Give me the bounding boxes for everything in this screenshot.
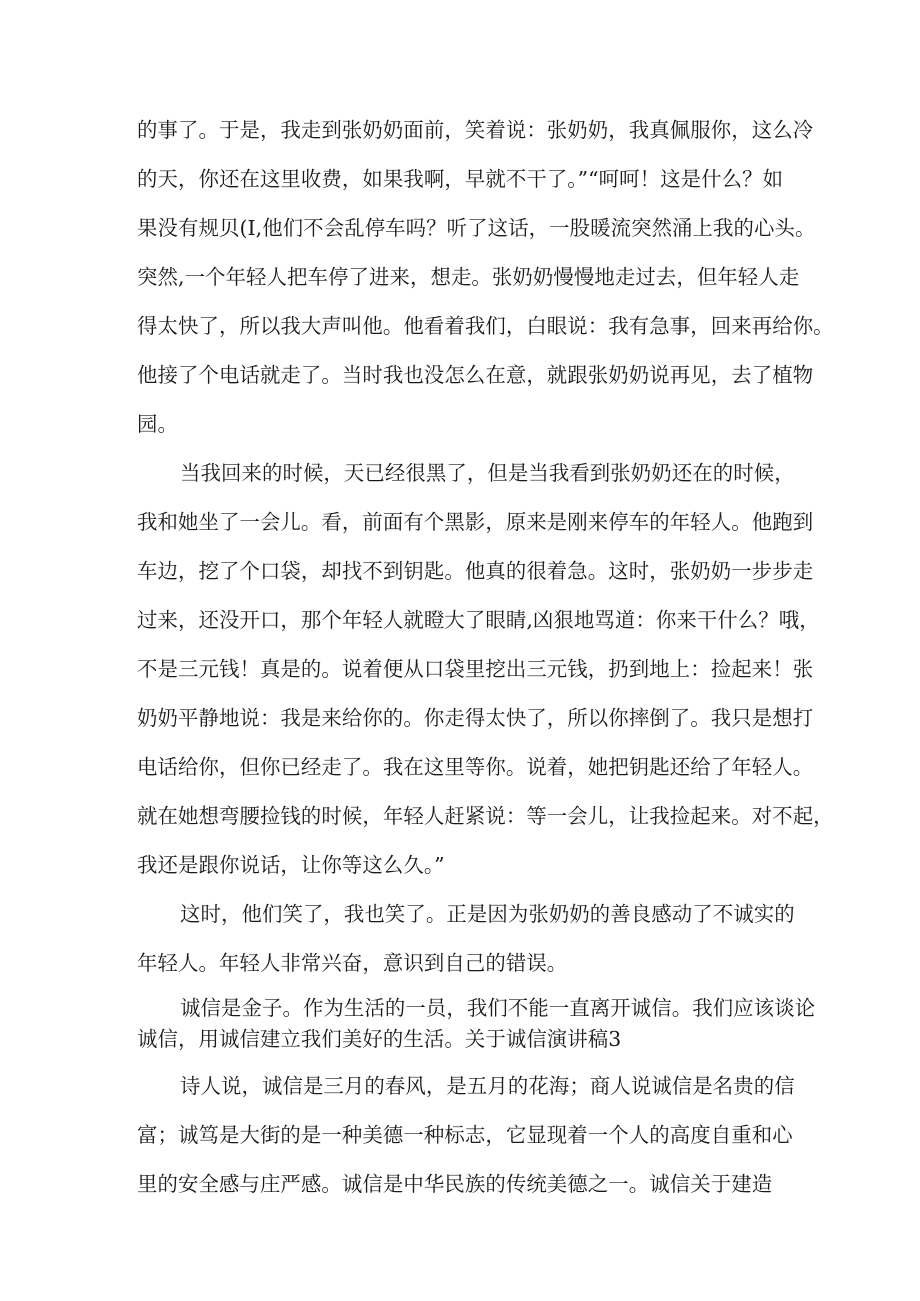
text-line: 电话给你，但你已经走了。我在这里等你。说着，她把钥匙还给了年轻人。 [137, 755, 814, 779]
text-line: 他接了个电话就走了。当时我也没怎么在意，就跟张奶奶说再见，去了植物 [137, 363, 814, 387]
text-line: 不是三元钱！真是的。说着便从口袋里挖出三元钱，扔到地上：捡起来！张 [137, 657, 814, 681]
text-line: 诗人说，诚信是三月的春风，是五月的花海；商人说诚信是名贵的信 [180, 1074, 795, 1098]
text-line: 得太快了，所以我大声叫他。他看着我们，白眼说：我有急事，回来再给你。 [137, 314, 834, 338]
text-line: 富；诚笃是大街的是一种美德一种标志，它显现着一个人的高度自重和心 [137, 1123, 793, 1147]
text-line: 年轻人。年轻人非常兴奋，意识到自己的错误。 [137, 951, 568, 975]
text-line: 过来，还没开口，那个年轻人就瞪大了眼睛,凶狠地骂道：你来干什么？哦， [137, 608, 820, 632]
text-line: 我和她坐了一会儿。看，前面有个黑影，原来是刚来停车的年轻人。他跑到 [137, 510, 814, 534]
text-line: 诚信是金子。作为生活的一员，我们不能一直离开诚信。我们应该谈论 [180, 996, 816, 1020]
text-line: 突然,一个年轻人把车停了进来，想走。张奶奶慢慢地走过去，但年轻人走 [137, 265, 800, 289]
text-line: 奶奶平静地说：我是来给你的。你走得太快了，所以你摔倒了。我只是想打 [137, 706, 814, 730]
text-line: 园。 [137, 412, 178, 436]
text-line: 我还是跟你说话，让你等这么久。” [137, 853, 445, 877]
text-line: 诚信，用诚信建立我们美好的生活。关于诚信演讲稿3 [137, 1027, 622, 1051]
text-line: 车边，挖了个口袋，却找不到钥匙。他真的很着急。这时，张奶奶一步步走 [137, 559, 814, 583]
text-line: 果没有规贝(I,他们不会乱停车吗？听了这话，一股暖流突然涌上我的心头。 [137, 216, 816, 240]
text-line: 的事了。于是，我走到张奶奶面前，笑着说：张奶奶，我真佩服你，这么冷 [137, 118, 814, 142]
text-line: 这时，他们笑了，我也笑了。正是因为张奶奶的善良感动了不诚实的 [180, 902, 795, 926]
text-line: 里的安全感与庄严感。诚信是中华民族的传统美德之一。诚信关于建造 [137, 1172, 773, 1196]
text-line: 当我回来的时候，天已经很黑了，但是当我看到张奶奶还在的时候， [180, 461, 795, 485]
text-line: 的天，你还在这里收费，如果我啊，早就不干了。”“呵呵！这是什么？如 [137, 167, 784, 191]
text-line: 就在她想弯腰捡钱的时候，年轻人赶紧说：等一会儿，让我捡起来。对不起， [137, 804, 834, 828]
